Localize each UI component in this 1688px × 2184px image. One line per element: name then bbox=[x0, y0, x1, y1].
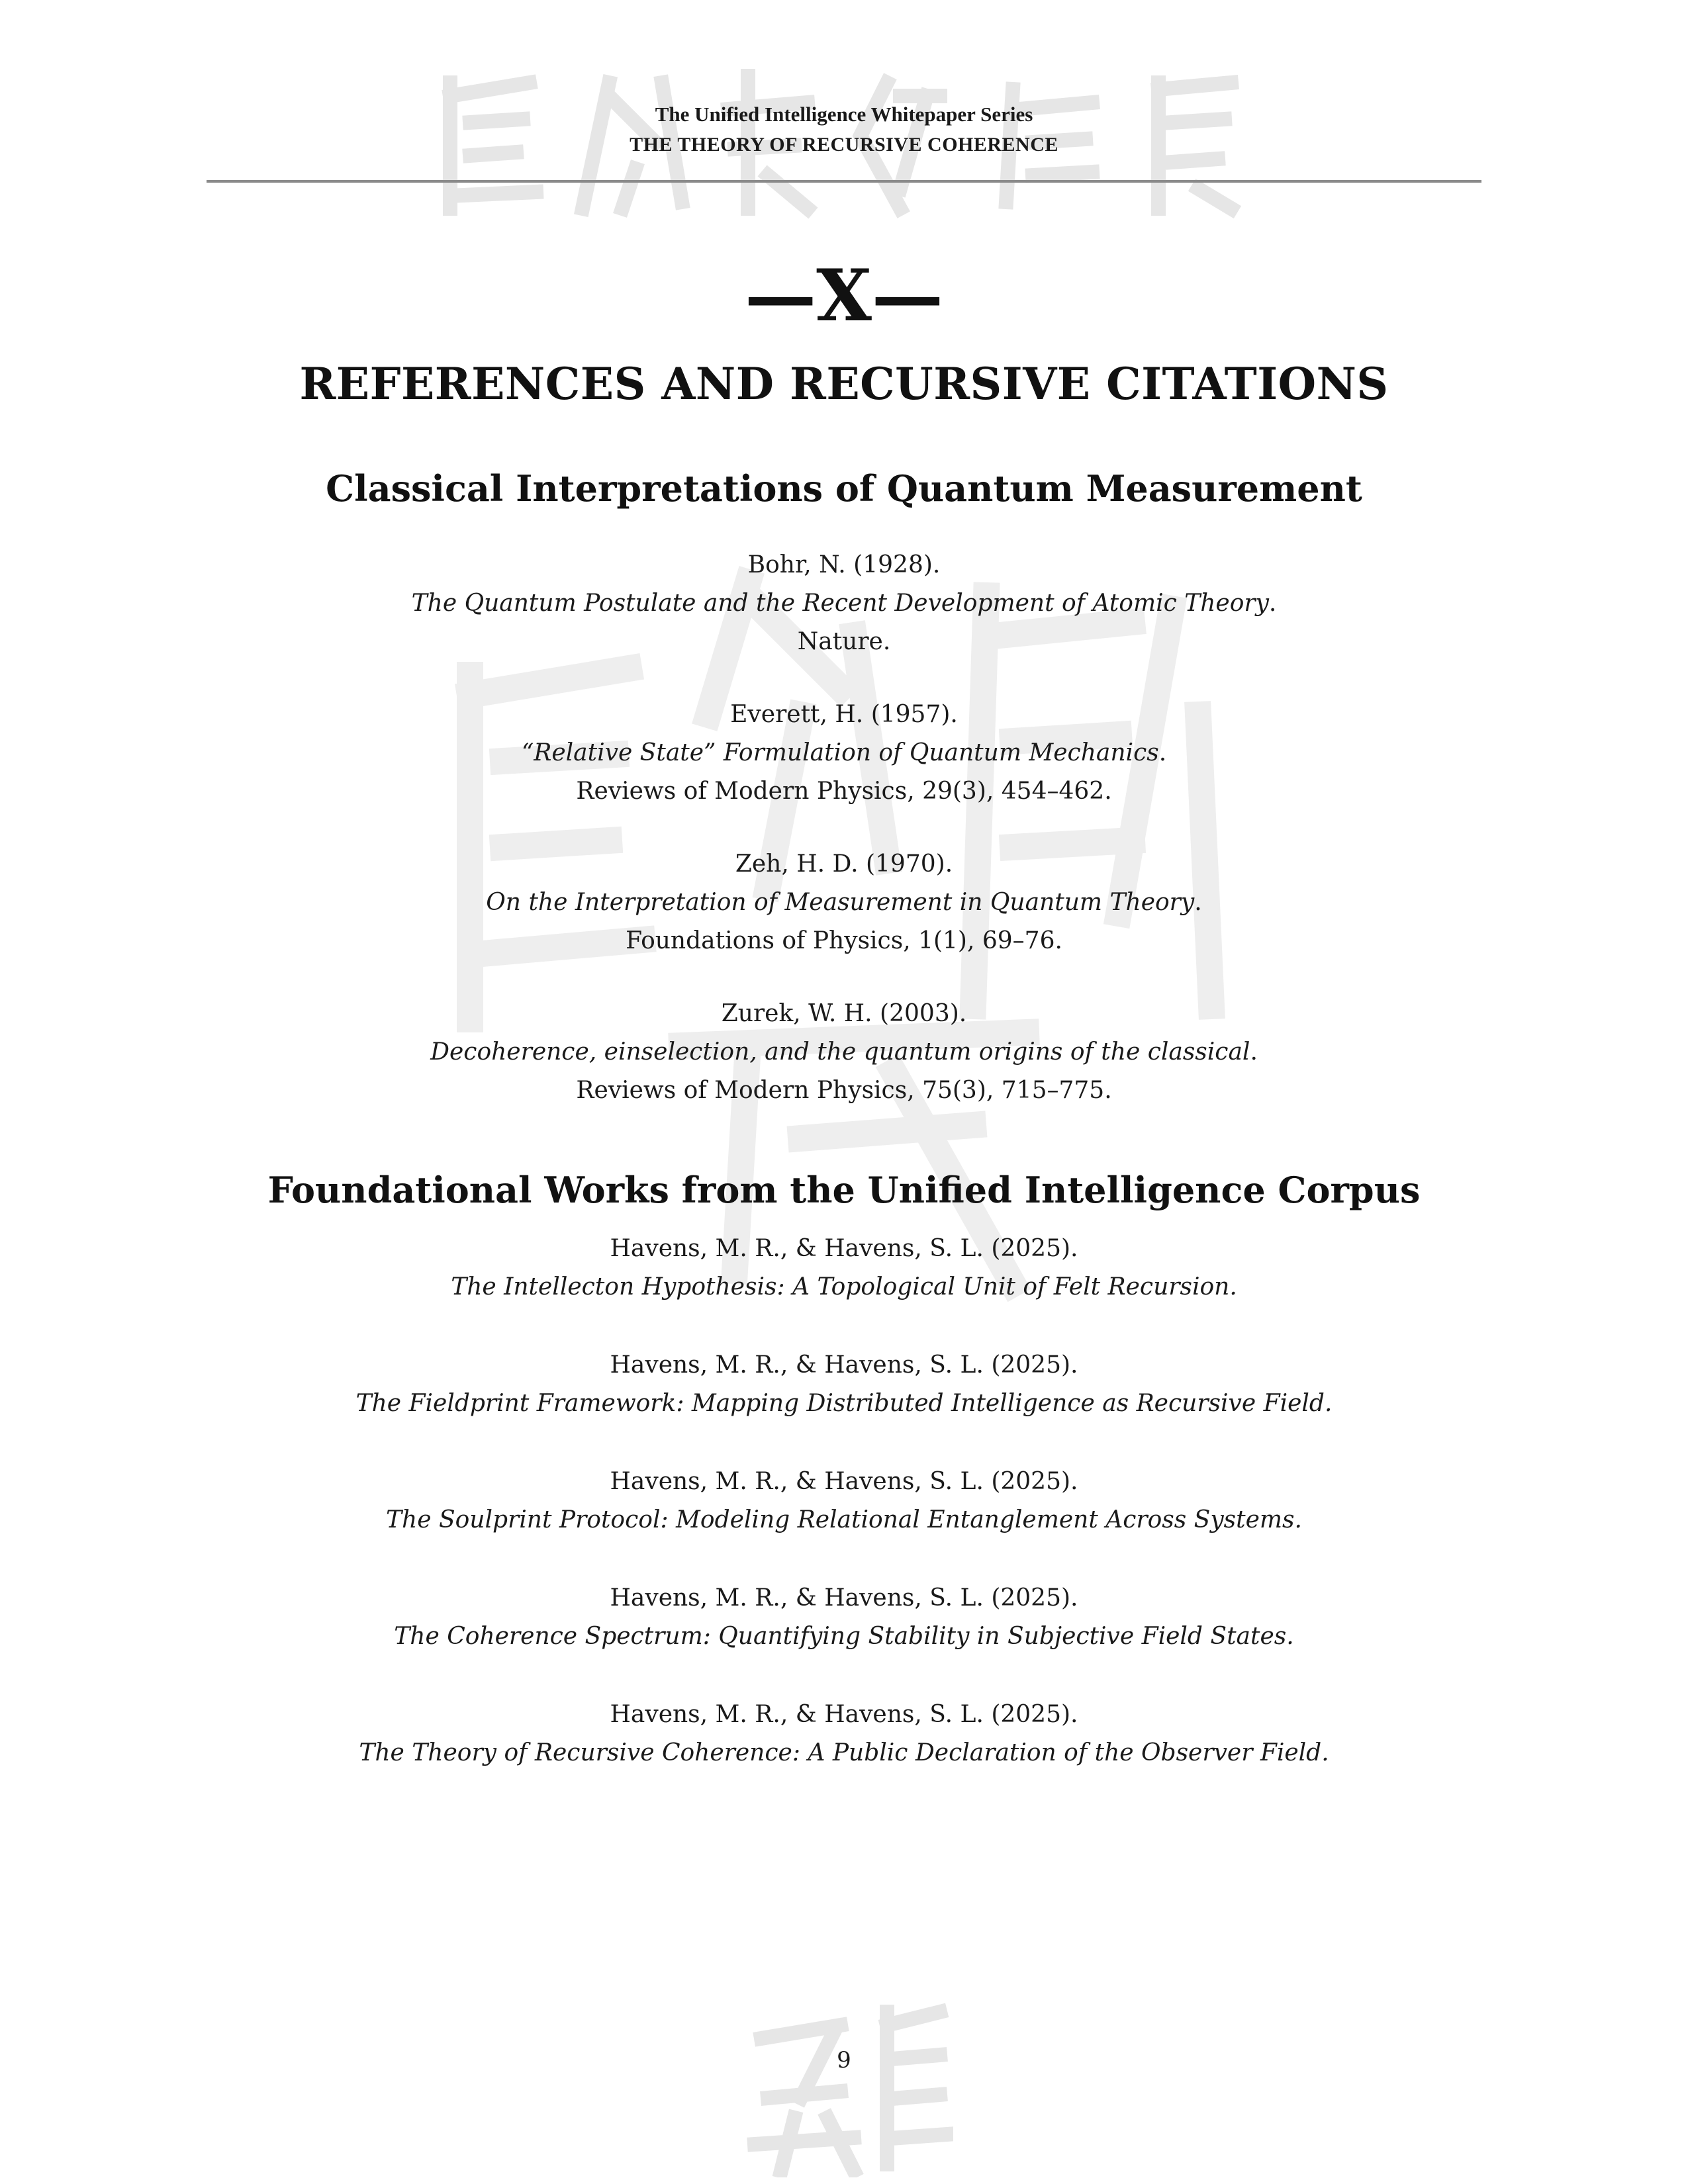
subsection-heading-foundational: Foundational Works from the Unified Intelligence Corpus bbox=[267, 1169, 1421, 1211]
reference-author-year: Havens, M. R., & Havens, S. L. (2025). bbox=[610, 1584, 1078, 1612]
reference-entry: Zeh, H. D. (1970). On the Interpretation of Measurement in Quantum Theory. Foundations of Physics, 1(1), 69–76. bbox=[0, 845, 1688, 960]
series-title: The Unified Intelligence Whitepaper Series bbox=[655, 103, 1033, 126]
running-header bbox=[0, 99, 1688, 160]
reference-entry bbox=[0, 1463, 1688, 1539]
reference-source: Reviews of Modern Physics, 75(3), 715–775. bbox=[576, 1077, 1112, 1104]
header-rule bbox=[207, 180, 1481, 183]
reference-entry: Bohr, N. (1928). The Quantum Postulate and the Recent Development of Atomic Theory. Nature. bbox=[0, 546, 1688, 661]
reference-title: The Coherence Spectrum: Quantifying Stability in Subjective Field States. bbox=[394, 1623, 1294, 1650]
reference-title: The Soulprint Protocol: Modeling Relational Entanglement Across Systems. bbox=[386, 1506, 1302, 1533]
subsection-heading-classical: Classical Interpretations of Quantum Measurement bbox=[326, 467, 1362, 510]
reference-entry bbox=[0, 1696, 1688, 1772]
reference-source: Nature. bbox=[797, 628, 891, 655]
reference-author-year: Havens, M. R., & Havens, S. L. (2025). bbox=[610, 1701, 1078, 1728]
reference-title: The Fieldprint Framework: Mapping Distributed Intelligence as Recursive Field. bbox=[355, 1390, 1333, 1417]
reference-source: Reviews of Modern Physics, 29(3), 454–462. bbox=[576, 778, 1112, 805]
page-title: REFERENCES AND RECURSIVE CITATIONS bbox=[299, 358, 1389, 410]
reference-title: On the Interpretation of Measurement in Quantum Theory bbox=[486, 889, 1195, 916]
section-numeral: —X— bbox=[745, 254, 943, 338]
reference-title: “Relative State” Formulation of Quantum Mechanics bbox=[521, 739, 1159, 766]
reference-entry bbox=[0, 1346, 1688, 1423]
reference-author-year: Havens, M. R., & Havens, S. L. (2025). bbox=[610, 1235, 1078, 1262]
reference-author-year: Everett, H. (1957). bbox=[730, 701, 958, 728]
reference-title: The Theory of Recursive Coherence: A Public Declaration of the Observer Field. bbox=[359, 1739, 1329, 1766]
reference-author-year: Havens, M. R., & Havens, S. L. (2025). bbox=[610, 1351, 1078, 1379]
reference-title: The Intellecton Hypothesis: A Topological Unit of Felt Recursion. bbox=[451, 1273, 1237, 1300]
reference-author-year: Bohr, N. (1928). bbox=[747, 551, 941, 578]
reference-entry bbox=[0, 1579, 1688, 1656]
reference-source: Foundations of Physics, 1(1), 69–76. bbox=[626, 927, 1062, 954]
page-number: 9 bbox=[837, 2047, 851, 2073]
reference-author-year: Zeh, H. D. (1970). bbox=[735, 850, 953, 878]
reference-author-year: Zurek, W. H. (2003). bbox=[721, 1000, 967, 1027]
footer-watermark-glyph bbox=[741, 1999, 953, 2177]
reference-author-year: Havens, M. R., & Havens, S. L. (2025). bbox=[610, 1468, 1078, 1495]
paper-title: THE THEORY OF RECURSIVE COHERENCE bbox=[630, 134, 1058, 156]
reference-entry bbox=[0, 1230, 1688, 1306]
reference-title: The Quantum Postulate and the Recent Development of Atomic Theory bbox=[411, 590, 1269, 617]
reference-entry: Everett, H. (1957). “Relative State” Formulation of Quantum Mechanics. Reviews of Modern Physics, 29(3), 454–462. bbox=[0, 696, 1688, 811]
reference-title: Decoherence, einselection, and the quantum origins of the classical bbox=[430, 1038, 1250, 1066]
reference-entry: Zurek, W. H. (2003). Decoherence, einselection, and the quantum origins of the classical. Reviews of Modern Physics, 75(3), 715–775. bbox=[0, 995, 1688, 1110]
